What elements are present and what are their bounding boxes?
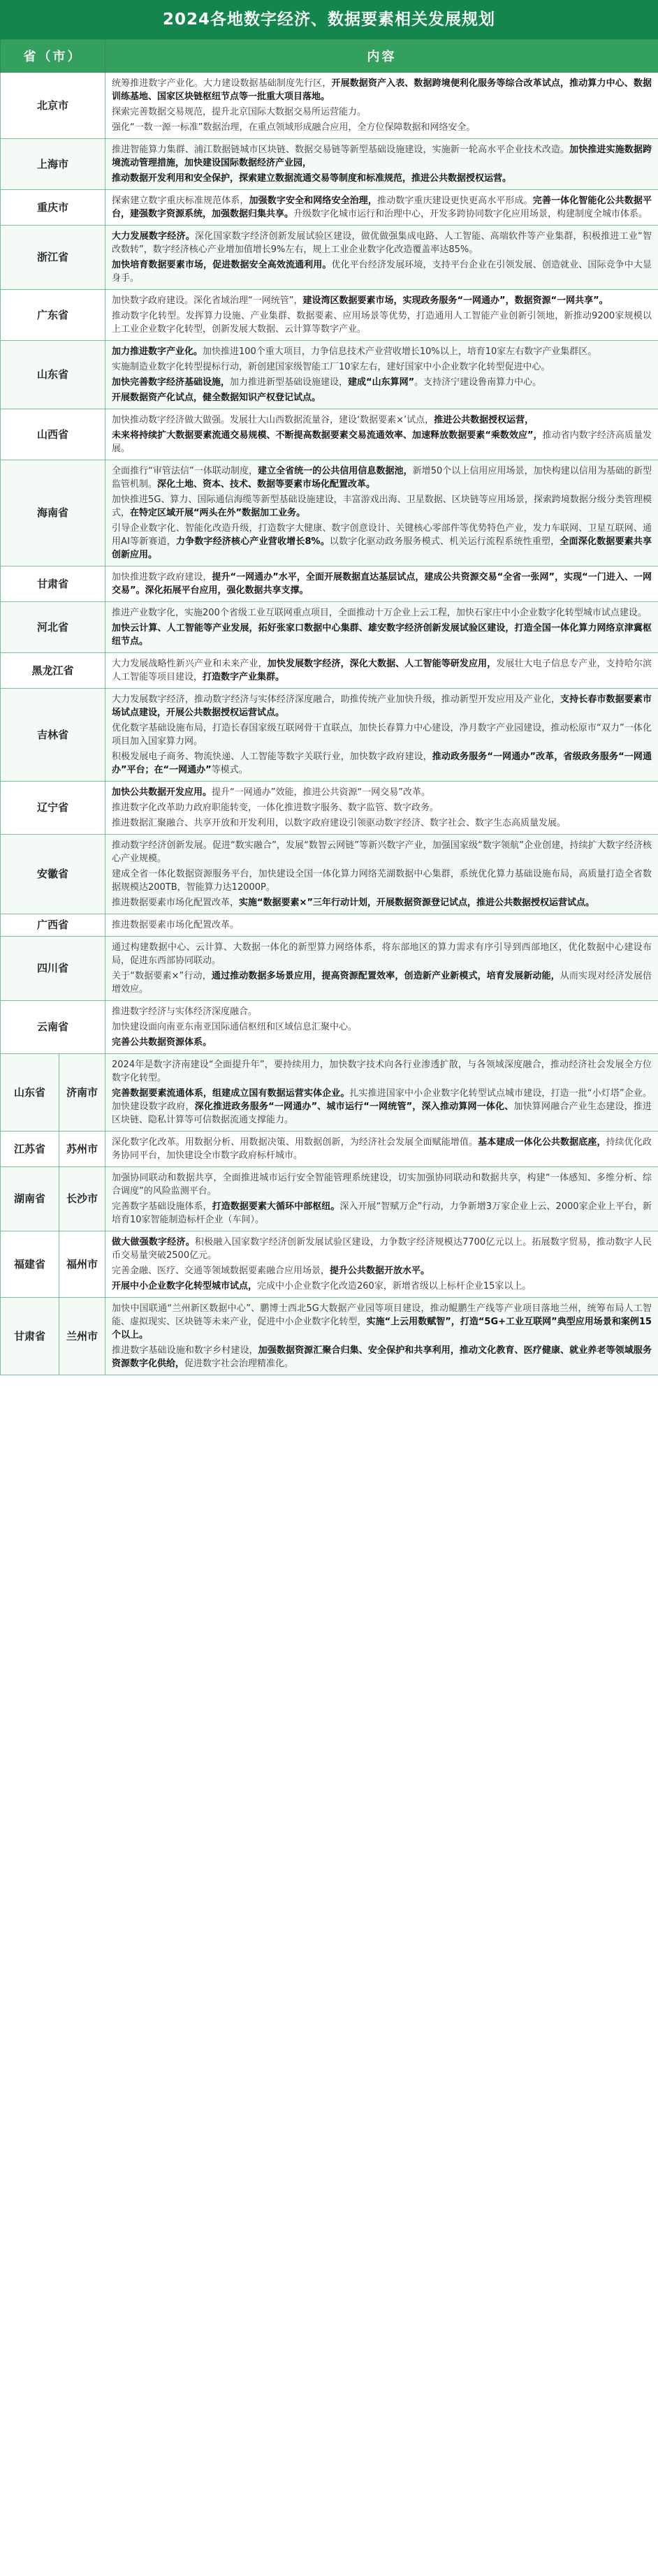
highlight-text: 建成“山东算网” [348,377,415,388]
highlight-text: 加强数据资源汇聚合归集、安全保护和共享利用，推动文化教育、医疗健康、就业养老等领域服务资源数字化供给， [112,1345,652,1369]
content-cell [105,290,658,341]
body-text: 加快建设面向南亚东南亚国际通信枢纽和区域信息汇聚中心。 [112,1022,358,1032]
content-paragraph [112,839,652,865]
body-text: 加快数字政府建设。深化省域治理“一网统管”， [112,295,303,306]
highlight-text: 建成公共资源交易“全省一张网”，实现“一门进入、一网交易”。深化拓展平台应用，强化数据共享支撑。 [112,572,652,596]
highlight-text: 完善一体化智能化公共数据平台，建强数字资源系统，加强数据归集共享。 [112,196,652,219]
table-header-row [1,40,658,73]
content-cell [105,139,658,190]
body-text: 推动省内数字经济高质量发展。 [112,430,652,454]
page-title: 2024各地数字经济、数据要素相关发展规划 [0,0,658,39]
table-row [1,914,658,937]
body-text: 深化数字化改革。用数据分析、用数据决策、用数据创新，为经济社会发展全面赋能增值。 [112,1137,478,1148]
content-cell [105,566,658,602]
city-cell: 苏州市 [59,1132,105,1167]
region-cell: 辽宁省 [1,782,105,835]
content-paragraph [112,345,652,358]
content-paragraph [112,817,652,830]
region-cell: 甘肃省 [1,566,105,602]
highlight-text: 加快公共数据开发应用。 [112,787,212,798]
content-paragraph [112,1344,652,1370]
body-text: 加快推动数字经济做大做强。发展壮大山西数据流量谷，建设‘数据要素×’试点， [112,415,434,425]
table-row [1,782,658,835]
content-paragraph [112,121,652,134]
region-cell: 重庆市 [1,190,105,226]
content-cell [105,1054,658,1132]
region-cell: 山西省 [1,409,105,460]
content-cell [105,73,658,139]
region-cell: 福建省 [1,1231,59,1298]
content-cell [105,1132,658,1167]
table-row [1,226,658,290]
content-paragraph [112,868,652,894]
content-paragraph [112,464,652,491]
region-cell: 河北省 [1,602,105,653]
content-paragraph [112,230,652,256]
highlight-text: 未来将持续扩大数据要素流通交易规模、不断提高数据要素交易流通效率、加速释放数据要素“乘数效应”， [112,430,543,441]
table-row [1,341,658,409]
body-text: 加快算网融合产业生态建设，推进区块链、隐私计算等可信数据流通支撑能力。 [112,1102,652,1125]
content-paragraph [112,1236,652,1262]
highlight-text: 打造全国一体化算力网络京津冀枢纽节点。 [112,623,652,647]
content-paragraph [112,1200,652,1227]
content-cell [105,653,658,689]
content-paragraph [112,750,652,777]
content-paragraph [112,896,652,909]
body-text: 提升“一网通办”效能，推进公共资源“一网交易”改革。 [212,787,430,798]
body-text: 推进数据要素市场化配置改革。 [112,920,240,930]
body-text: 从而实现对经济发展倍增效应。 [112,971,652,995]
content-cell [105,1167,658,1231]
highlight-text: 加快发展数字经济，深化大数据、人工智能等研发应用， [267,659,497,669]
region-cell: 吉林省 [1,689,105,782]
body-text: 推进数字基础设施和数字乡村建设， [112,1345,258,1356]
body-text: 深入开展“智赋万企”行动，力争新增3万家企业上云、2000家企业上平台，新培育10家智能制造标杆企业（车间）。 [112,1201,652,1225]
body-text: 优化平台经济发展环境，支持平台企业在引领发展、创造就业、国际竞争中大显身手。 [112,260,652,284]
body-text: 升级数字化城市运行和治理中心，开发多跨协同数字化应用场景，构建制度全城市体系。 [293,209,648,219]
region-cell: 湖南省 [1,1167,59,1231]
content-paragraph [112,172,652,185]
region-cell: 广东省 [1,290,105,341]
content-paragraph [112,1171,652,1198]
content-paragraph [112,194,652,221]
body-text: 持续优化政务协同平台，加快建设全市数字政府标杆城市。 [112,1137,652,1161]
body-text: 加快推进100个重大项目，力争信息技术产业营收增长10%以上，培育10家左右数字产业集群区。 [203,346,597,357]
table-row [1,460,658,566]
body-text: 促进数字社会治理精准化。 [184,1359,294,1369]
body-text: 关于“数据要素×”行动， [112,971,212,981]
highlight-text: 力争数字经济核心产业营收增长8%。 [175,536,330,547]
header-region: 省（市） [1,40,105,73]
body-text: 加力推进新型基础设施建设， [230,377,349,388]
highlight-text: 建设湾区数据要素市场，实现政务服务“一网通办”，数据资源“一网共享”。 [302,295,608,306]
highlight-text: 实施“上云用数赋智”，打造“5G+工业互联网”典型应用场景和案例15个以上。 [112,1317,652,1340]
content-paragraph [112,77,652,103]
body-text: 。支持济宁建设鲁南算力中心。 [414,377,542,388]
content-paragraph [112,657,652,684]
highlight-text: 加强数字安全和网络安全治理， [249,196,377,206]
content-paragraph [112,969,652,996]
content-paragraph [112,294,652,307]
content-paragraph [112,309,652,336]
body-text: 推动数字重庆建设更快更高水平形成。 [376,196,533,206]
header-content: 内容 [105,40,658,73]
highlight-text: 完善公共数据资源体系。 [112,1037,212,1048]
content-paragraph [112,1058,652,1085]
content-paragraph [112,493,652,520]
content-paragraph [112,391,652,404]
highlight-text: 推进公共数据授权运营， [434,415,534,425]
table-row [1,1167,658,1231]
content-paragraph [112,1136,652,1162]
content-cell [105,460,658,566]
content-cell [105,1298,658,1375]
body-text: 以数字化驱动政务服务模式、机关运行流程系统性重塑， [329,536,560,547]
body-text: 深化国家数字经济创新发展试验区建设，做优做强集成电路、人工智能、高端软件等产业集群，积极推进工业“智改数转”，数字经济核心产业增加值增长9%左右，规上工业企业数字化改造覆盖率达85%。 [112,231,652,255]
body-text: 完善数字基础设施体系， [112,1201,212,1212]
body-text: 探索建立数字重庆标准规范体系， [112,196,249,206]
highlight-text: 大力发展数字经济。 [112,231,195,242]
content-paragraph [112,622,652,648]
region-cell: 云南省 [1,1001,105,1054]
city-cell: 长沙市 [59,1167,105,1231]
content-paragraph [112,1264,652,1278]
region-cell: 四川省 [1,937,105,1001]
body-text: 新增50个以上信用应用场景，加快构建以信用为基础的新型监管机制。 [112,466,652,490]
content-paragraph [112,143,652,170]
city-cell: 兰州市 [59,1298,105,1375]
content-cell [105,689,658,782]
region-cell: 山东省 [1,1054,59,1132]
table-row [1,602,658,653]
region-cell: 甘肃省 [1,1298,59,1375]
highlight-text: 实施“数据要素×”三年行动计划，开展数据资源登记试点，推进公共数据授权运营试点。 [239,898,594,908]
content-paragraph [112,1020,652,1034]
highlight-text: 打造数据要素大循环中部枢纽。 [212,1201,340,1212]
table-row [1,1298,658,1375]
body-text: 推进数据汇聚融合、共享开放和开发利用，以数字政府建设引领驱动数字经济、数字社会、数字生态高质量发展。 [112,818,566,828]
highlight-text: 全面深化数据要素共享创新应用。 [112,536,652,560]
region-cell: 广西省 [1,914,105,937]
content-paragraph [112,522,652,562]
body-text: 统筹推进数字产业化。大力建设数据基础制度先行区， [112,78,332,89]
highlight-text: 开展数据资产化试点，健全数据知识产权登记试点。 [112,393,321,403]
body-text: 积极发展电子商务、物流快递、人工智能等数字关联行业，加快数字政府建设， [112,752,432,762]
content-paragraph [112,1280,652,1293]
city-cell: 福州市 [59,1231,105,1298]
region-cell: 浙江省 [1,226,105,290]
region-cell: 山东省 [1,341,105,409]
table-row [1,566,658,602]
content-paragraph [112,941,652,967]
region-cell: 上海市 [1,139,105,190]
body-text: 优化数字基础设施布局，打造长春国家级互联网骨干直联点，加快长春算力中心建设，净月数字产业园建设，推动松原市“双力”一体化项目加入国家算力网。 [112,723,652,747]
table-row [1,1054,658,1132]
body-text: 推进智能算力集群、浦江数据链城市区块链、数据交易链等新型基础设施建设，实施新一轮高水平企业技术改造。 [112,145,570,155]
highlight-text: 做大做强数字经济。 [112,1237,195,1247]
body-text: 积极融入国家数字经济创新发展试验区建设，力争数字经济规模达7700亿元以上。拓展数字贸易，推动数字人民币交易量突破2500亿元。 [112,1237,652,1261]
body-text: 通过构建数据中心、云计算、大数据一体化的新型算力网络体系，将东部地区的算力需求有序引导到西部地区，优化数据中心建设布局，促进东西部协同联动。 [112,942,652,966]
table-row [1,653,658,689]
body-text: 推动数字经济创新发展。促进“数实融合”，发展“数智云网链”等新兴数字产业，加强国家级“数字领航”企业创建，持续扩大数字经济核心产业规模。 [112,840,652,864]
content-paragraph [112,606,652,620]
highlight-text: 加快培育数据要素市场，促进数据安全高效流通利用。 [112,260,332,270]
highlight-text: 加力推进数字产业化。 [112,346,203,357]
content-cell [105,226,658,290]
table-row [1,73,658,139]
content-cell [105,937,658,1001]
body-text: 加强协同联动和数据共享，全面推进城市运行安全智能管理系统建设，切实加强协同联动和数据共享，构建“一体感知、多维分析、综合调度”的风险监测平台。 [112,1173,652,1196]
content-paragraph [112,919,652,932]
city-cell: 济南市 [59,1054,105,1132]
content-cell [105,190,658,226]
region-cell: 江苏省 [1,1132,59,1167]
highlight-text: 加快完善数字经济基础设施， [112,377,231,388]
body-text: 推进产业数字化，实施200个省级工业互联网重点项目，全面推动十万企业上云工程，加快石家庄中小企业数字化转型城市试点建设。 [112,608,647,618]
table-row [1,1132,658,1167]
region-cell: 北京市 [1,73,105,139]
body-text: 大力发展数字经济，推动数字经济与实体经济深度融合，助推传统产业加快升级，推动新型开发应用及产业化， [112,694,561,705]
highlight-text: 加快云计算、人工智能等产业发展，拓好张家口数据中心集群、雄安数字经济创新发展试验区建设， [112,623,515,634]
table-row [1,290,658,341]
body-text: 推进数字化改革助力政府职能转变，一体化推进数字服务、数字监管、数字政务。 [112,803,439,813]
body-text: 推进数字经济与实体经济深度融合。 [112,1007,258,1017]
table-row [1,835,658,914]
highlight-text: 推动政务服务“一网通办”改革，省级政务服务“一网通办”平台；在“一网通办” [112,752,652,775]
region-cell: 黑龙江省 [1,653,105,689]
body-text: 探索完善数据交易规范，提升北京国际大数据交易所运营能力。 [112,107,367,117]
content-cell [105,602,658,653]
content-cell [105,914,658,937]
content-paragraph [112,414,652,427]
table-row [1,937,658,1001]
body-text: 2024年是数字济南建设“全面提升年”，要持续用力，加快数字技术向各行业渗透扩散，与各领域深度融合，推动经济社会发展全方位数字化转型。 [112,1060,652,1083]
body-text: 强化“一数一源一标准”数据治理，在重点领域形成融合应用，全方位保障数据和网络安全。 [112,122,476,133]
content-paragraph [112,258,652,285]
table-row [1,409,658,460]
body-text: 发展壮大电子信息专产业，支持哈尔滨人工智能等项目建设， [112,659,652,682]
content-paragraph [112,1087,652,1127]
body-text: 推动数字化转型。发挥算力设施、产业集群、数据要素、应用场景等优势，打造通用人工智能产业创新引领地，新推动9200家规模以上工业企业数字化转型，创新发展大数据、云计算等数字产业。 [112,311,652,335]
content-paragraph [112,105,652,119]
content-paragraph [112,801,652,814]
content-cell [105,835,658,914]
body-text: 等模式。 [211,765,248,775]
highlight-text: 通过推动数据多场景应用，提高资源配置效率，创造新产业新模式，培育发展新动能， [211,971,560,981]
content-cell [105,1231,658,1298]
body-text: 建成全省一体化数据资源服务平台，加快建设全国一体化算力网络芜湖数据中心集群，系统优化算力基础设施布局，高质量打造全省数据规模达200TB，智能算力达12000P。 [112,869,652,893]
body-text: 加快推进5G、算力、国际通信海缆等新型基础设施建设，丰富游戏出海、卫星数据、区块链等应用场景，探索跨境数据分级分类管理模式， [112,495,652,518]
content-cell [105,782,658,835]
highlight-text: 支持长春市数据要素市场试点建设，开展公共数据授权运营试点。 [112,694,652,718]
content-cell [105,409,658,460]
highlight-text: 开展数据资产入表、数据跨境便利化服务等综合改革试点，推动算力中心、数据训练基地、国家区块链枢纽节点等一批重大项目落地。 [112,78,652,102]
content-paragraph [112,786,652,799]
body-text: 加快推进数字政府建设， [112,572,212,583]
content-paragraph [112,693,652,719]
content-paragraph [112,429,652,455]
body-text: 全面推行“审管法信”一体联动制度， [112,466,258,476]
body-text: 引导企业数字化、智能化改造升级，打造数字大健康、数字创意设计、关键核心零部件等优势特色产业，发力车联网、卫星互联网、通用AI等新赛道， [112,523,652,547]
plan-table [0,39,658,1375]
content-cell [105,1001,658,1054]
highlight-text: 深化推进政务服务“一网通办”、城市运行“一网统管”，深入推动算网一体化、 [194,1102,514,1112]
content-paragraph [112,571,652,597]
table-row [1,689,658,782]
content-paragraph [112,1005,652,1018]
content-cell [105,341,658,409]
body-text: 完成中小企业数字化改造260家，新增省级以上标杆企业15家以上。 [257,1281,532,1291]
highlight-text: 基本建成一体化公共数据底座， [478,1137,606,1148]
highlight-text: 打造数字产业集群。 [203,672,285,682]
highlight-text: 加快推进实施数据跨境流动管理措施，加快建设国际数据经济产业园， [112,145,652,168]
region-cell: 安徽省 [1,835,105,914]
highlight-text: 推动数据开发利用和安全保护，探索建立数据流通交易等制度和标准规范，推进公共数据授权运营。 [112,173,512,184]
content-paragraph [112,360,652,374]
content-paragraph [112,1036,652,1049]
table-row [1,190,658,226]
highlight-text: 深化土地、资本、技术、数据等要素市场化配置改革。 [157,479,376,490]
body-text: 推进数据要素市场化配置改革， [112,898,240,908]
highlight-text: 建立全省统一的公共信用信息数据池， [258,466,413,476]
body-text: 大力发展战略性新兴产业和未来产业， [112,659,268,669]
table-body [1,73,658,1375]
table-row [1,1001,658,1054]
body-text: 加快中国联通“兰州新区数据中心”、鹏博士西北5G大数据产业园等项目建设，推动鲲鹏生产线等产业项目落地兰州，统筹布局人工智能、虚拟现实、区块链等未来产业，促进中小企业数字化转型， [112,1303,652,1327]
highlight-text: 完善数据要素流通体系，组建成立国有数据运营实体企业。 [112,1088,350,1099]
highlight-text: 开展中小企业数字化转型城市试点， [112,1281,258,1291]
highlight-text: 提升公共数据开放水平。 [330,1266,430,1276]
table-row [1,139,658,190]
body-text: 完善金融、医疗、交通等领域数据要素融合应用场景， [112,1266,330,1276]
content-paragraph [112,376,652,389]
table-row [1,1231,658,1298]
content-paragraph [112,722,652,748]
body-text: 扎实推进国家中小企业数字化转型试点城市建设，打造一批“小灯塔”企业。加快建设数字政府， [112,1088,652,1112]
highlight-text: 提升“一网通办”水平，全面开展数据直达基层试点， [212,572,425,583]
body-text: 实施制造业数字化转型提标行动，新创建国家级智能工厂10家左右，建好国家中小企业数字化转型促进中心。 [112,362,550,372]
content-paragraph [112,1302,652,1342]
region-cell: 海南省 [1,460,105,566]
highlight-text: 在特定区域开展“两头在外”数据加工业务。 [130,508,306,518]
